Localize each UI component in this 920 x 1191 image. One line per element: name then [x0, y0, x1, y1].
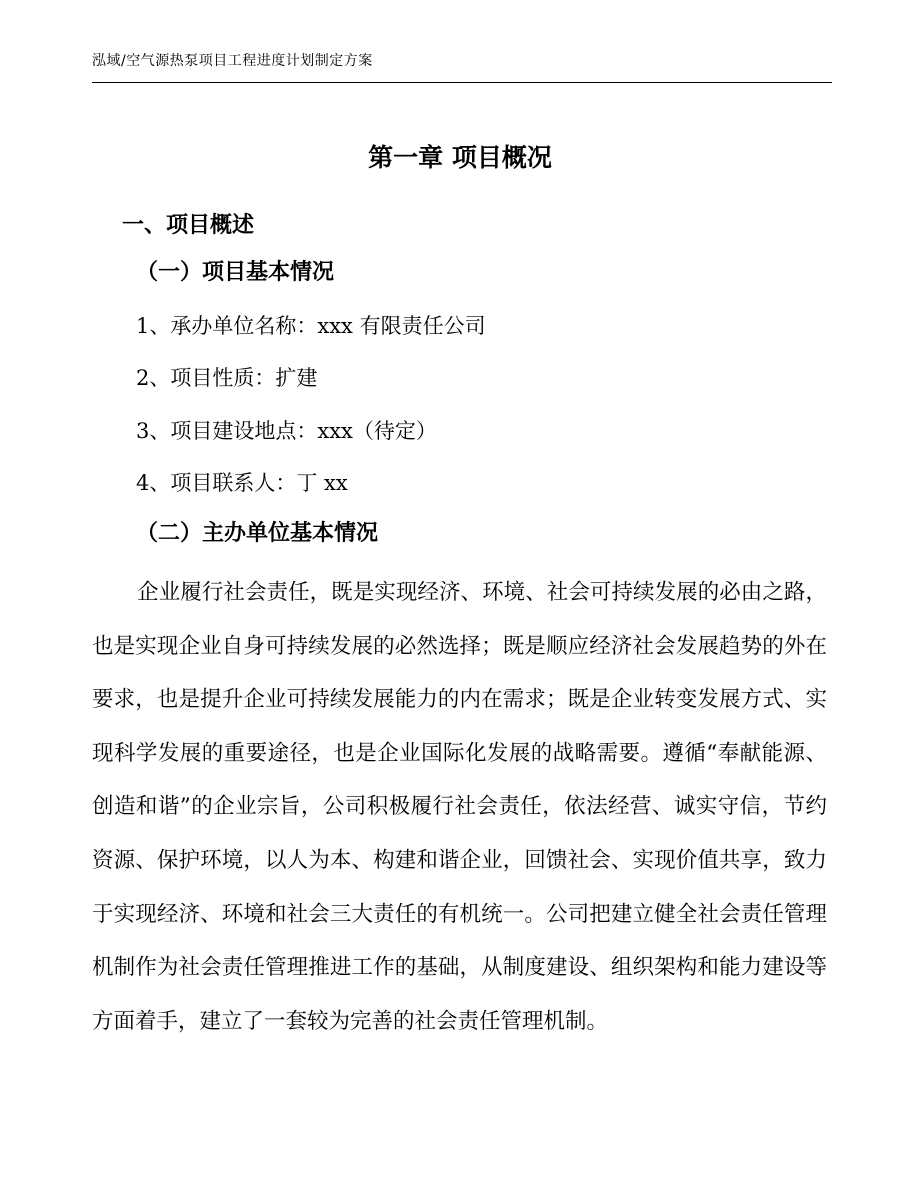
chapter-title: 第一章 项目概况: [368, 143, 552, 172]
section-heading-project-overview: 一、项目概述: [122, 213, 255, 238]
list-item-contact: 4、项目联系人：丁 xx: [136, 471, 348, 495]
body-paragraph: 企业履行社会责任，既是实现经济、环境、社会可持续发展的必由之路，也是实现企业自身可持续发展的必然选择；既是顺应经济社会发展趋势的外在要求，也是提升企业可持续发展能力的内在需求；既是企业转变发展方式、实现科学发展的重要途径，也是企业国际化发展的战略需要。遵循“奉献能源、创造和谐”的企业宗旨，公司积极履行社会责任，依法经营、诚实守信，节约资源、保护环境，以人为本、构建和谐企业，回馈社会、实现价值共享，致力于实现经济、环境和社会三大责任的有机统一。公司把建立健全社会责任管理机制作为社会责任管理推进工作的基础，从制度建设、组织架构和能力建设等方面着手，建立了一套较为完善的社会责任管理机制。: [92, 580, 827, 1034]
list-item-organizer: 1、承办单位名称：xxx 有限责任公司: [136, 314, 486, 338]
running-header: 泓域/空气源热泵项目工程进度计划制定方案: [92, 52, 832, 83]
list-item-project-nature: 2、项目性质：扩建: [136, 366, 318, 390]
subsection-heading-basic-info: （一）项目基本情况: [136, 260, 335, 285]
subsection-heading-host-info: （二）主办单位基本情况: [136, 521, 379, 546]
list-item-location: 3、项目建设地点：xxx（待定）: [136, 419, 437, 443]
